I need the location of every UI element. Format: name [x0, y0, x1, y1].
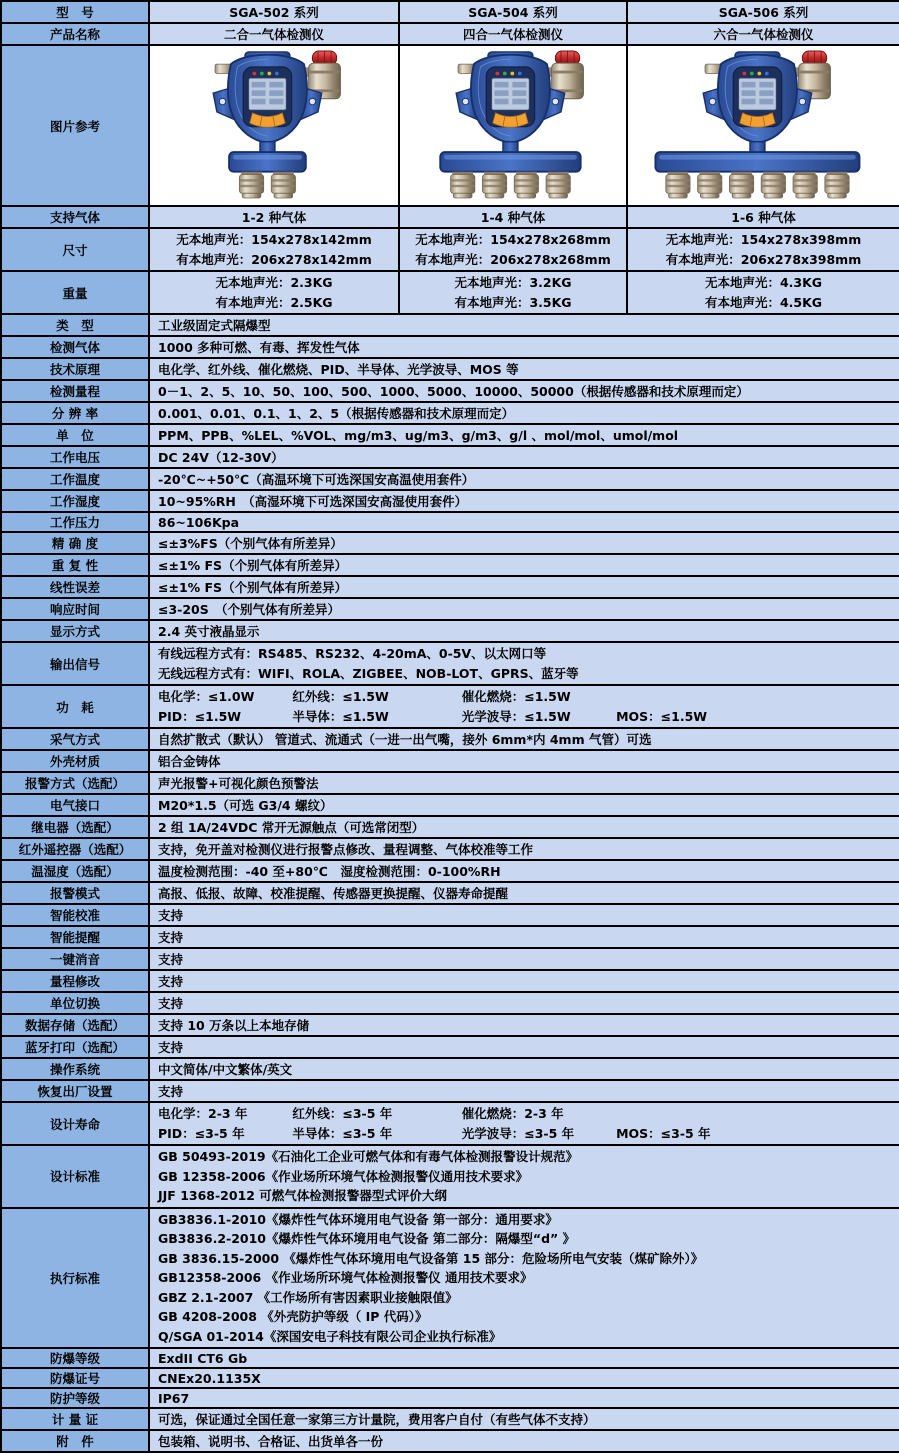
- image-cell-506: [627, 45, 899, 206]
- spec-label: 红外遥控器（选配）: [1, 838, 149, 860]
- spec-row-housing: [1, 750, 899, 772]
- spec-value: IP67: [149, 1388, 899, 1408]
- spec-value: 支持: [149, 904, 899, 926]
- spec-label: 设计寿命: [1, 1102, 149, 1145]
- spec-row-temp-humidity-opt: [1, 860, 899, 882]
- spec-row-storage: [1, 1014, 899, 1036]
- output-line-wireless: 无线远程方式有：WIFI、ROLA、ZIGBEE、NOB-LOT、GPRS、蓝牙等: [158, 665, 579, 681]
- spec-label: 智能校准: [1, 904, 149, 926]
- dimension-line: 无本地声光：154x278x142mm: [176, 232, 372, 247]
- product-image-sga-502: [157, 48, 391, 200]
- spec-row-display: [1, 620, 899, 642]
- spec-value: 支持: [149, 1080, 899, 1102]
- spec-label: 工作湿度: [1, 490, 149, 512]
- spec-label: 工作压力: [1, 512, 149, 532]
- spec-row-metering: [1, 1408, 899, 1430]
- spec-label: 显示方式: [1, 620, 149, 642]
- model-sga-504: SGA-504 系列: [399, 1, 627, 23]
- spec-row-range: [1, 380, 899, 402]
- weight-502: [149, 271, 399, 314]
- product-name-label: 产品名称: [1, 23, 149, 45]
- spec-value: 自然扩散式（默认） 管道式、流通式（一进一出气嘴，接外 6mm*内 4mm 气管）可选: [149, 728, 899, 750]
- spec-row-pressure: [1, 512, 899, 532]
- spec-label: 响应时间: [1, 598, 149, 620]
- spec-label: 单 位: [1, 424, 149, 446]
- spec-row-design-std: [1, 1145, 899, 1208]
- spec-row-gases: [1, 336, 899, 358]
- spec-label: 报警模式: [1, 882, 149, 904]
- spec-value: 支持: [149, 970, 899, 992]
- spec-value: 10~95%RH （高湿环境下可选深国安高湿使用套件）: [149, 490, 899, 512]
- spec-label: 外壳材质: [1, 750, 149, 772]
- dimension-line: 无本地声光：154x278x398mm: [665, 232, 862, 247]
- spec-label: 检测气体: [1, 336, 149, 358]
- spec-label: 电气接口: [1, 794, 149, 816]
- spec-value: ≤3-20S （个别气体有所差异）: [149, 598, 899, 620]
- power-seg: 催化燃烧：≤1.5W: [461, 689, 571, 704]
- supported-gas-504: 1-4 种气体: [399, 206, 627, 228]
- spec-value: 支持 10 万条以上本地存储: [149, 1014, 899, 1036]
- spec-value: 2.4 英寸液晶显示: [149, 620, 899, 642]
- weight-504: [399, 271, 627, 314]
- standard-line: GB 4208-2008 《外壳防护等级（ IP 代码）》: [158, 1309, 428, 1324]
- product-name-502: 二合一气体检测仪: [149, 23, 399, 45]
- weight-506: [627, 271, 899, 314]
- spec-row-accuracy: [1, 532, 899, 554]
- spec-row-output: [1, 642, 899, 685]
- standard-line: GB12358-2006 《作业场所环境气体检测报警仪 通用技术要求》: [158, 1270, 533, 1285]
- model-sga-502: SGA-502 系列: [149, 1, 399, 23]
- spec-row-unit-switch: [1, 992, 899, 1014]
- output-line-wired: 有线远程方式有：RS485、RS232、4-20mA、0-5V、以太网口等: [158, 646, 547, 661]
- spec-value: 支持，免开盖对检测仪进行报警点修改、量程调整、气体校准等工作: [149, 838, 899, 860]
- spec-value: 0.001、0.01、0.1、1、2、5（根据传感器和技术原理而定）: [149, 402, 899, 424]
- lifespan-seg: 催化燃烧：2-3 年: [461, 1106, 564, 1121]
- spec-value: 2 组 1A/24VDC 常开无源触点（可选常闭型）: [149, 816, 899, 838]
- spec-row-exp-cert: [1, 1368, 899, 1388]
- spec-value: 86~106Kpa: [149, 512, 899, 532]
- spec-label: 功 耗: [1, 685, 149, 728]
- model-label: 型 号: [1, 1, 149, 23]
- product-name-506: 六合一气体检测仪: [627, 23, 899, 45]
- standard-line: GB 3836.15-2000 《爆炸性气体环境用电气设备第 15 部分：危险场所电气安装（煤矿除外）》: [158, 1250, 704, 1266]
- spec-row-lifespan: [1, 1102, 899, 1145]
- supported-gas-label: 支持气体: [1, 206, 149, 228]
- image-cell-504: [399, 45, 627, 206]
- standard-line: Q/SGA 01-2014《深国安电子科技有限公司企业执行标准》: [158, 1328, 502, 1344]
- image-label: 图片参考: [1, 45, 149, 206]
- supported-gas-row: [1, 206, 899, 228]
- spec-value: [149, 1208, 899, 1349]
- spec-label: 计 量 证: [1, 1408, 149, 1430]
- spec-label: 一键消音: [1, 948, 149, 970]
- spec-value: ExdII CT6 Gb: [149, 1348, 899, 1368]
- power-seg: MOS：≤1.5W: [616, 708, 708, 724]
- spec-value: [149, 685, 899, 728]
- spec-label: 执行标准: [1, 1208, 149, 1349]
- spec-label: 智能提醒: [1, 926, 149, 948]
- spec-value: 0－1、2、5、10、50、100、500、1000、5000、10000、50000（根据传感器和技术原理而定）: [149, 380, 899, 402]
- power-seg: 半导体：≤1.5W: [292, 708, 389, 724]
- dimensions-502: [149, 228, 399, 271]
- spec-value: [149, 1102, 899, 1145]
- spec-label: 线性误差: [1, 576, 149, 598]
- product-image-sga-504: [400, 48, 627, 200]
- dimension-line: 有本地声光：206x278x142mm: [176, 251, 372, 267]
- spec-label: 工作电压: [1, 446, 149, 468]
- dimensions-504: [399, 228, 627, 271]
- product-name-row: [1, 23, 899, 45]
- power-seg: 红外线：≤1.5W: [292, 689, 389, 704]
- spec-value: PPM、PPB、%LEL、%VOL、mg/m3、ug/m3、g/m3、g/l 、mol/mol、umol/mol: [149, 424, 899, 446]
- spec-row-linearity: [1, 576, 899, 598]
- spec-row-accessories: [1, 1430, 899, 1452]
- weight-row: [1, 271, 899, 314]
- image-row: [1, 45, 899, 206]
- power-seg: 电化学：≤1.0W: [158, 689, 255, 704]
- spec-value: ≤±1% FS（个别气体有所差异）: [149, 576, 899, 598]
- lifespan-seg: MOS：≤3-5 年: [616, 1125, 711, 1141]
- spec-label: 报警方式（选配）: [1, 772, 149, 794]
- spec-row-os: [1, 1058, 899, 1080]
- spec-label: 工作温度: [1, 468, 149, 490]
- spec-row-smart-cal: [1, 904, 899, 926]
- spec-value: [149, 1145, 899, 1208]
- spec-value: DC 24V（12-30V）: [149, 446, 899, 468]
- spec-value: 支持: [149, 1036, 899, 1058]
- dimensions-row: [1, 228, 899, 271]
- spec-label: 设计标准: [1, 1145, 149, 1208]
- spec-label: 恢复出厂设置: [1, 1080, 149, 1102]
- power-seg: 光学波导：≤1.5W: [461, 708, 571, 724]
- spec-label: 蓝牙打印（选配）: [1, 1036, 149, 1058]
- spec-row-relay: [1, 816, 899, 838]
- image-cell-502: [149, 45, 399, 206]
- spec-row-exp-class: [1, 1348, 899, 1368]
- standard-line: GB 50493-2019《石油化工企业可燃气体和有毒气体检测报警设计规范》: [158, 1149, 579, 1164]
- spec-label: 量程修改: [1, 970, 149, 992]
- standard-line: GB3836.1-2010《爆炸性气体环境用电气设备 第一部分：通用要求》: [158, 1211, 558, 1227]
- spec-row-range-modify: [1, 970, 899, 992]
- spec-row-electrical: [1, 794, 899, 816]
- spec-label: 精 确 度: [1, 532, 149, 554]
- spec-row-bt-print: [1, 1036, 899, 1058]
- standard-line: GB3836.2-2010《爆炸性气体环境用电气设备 第二部分：隔爆型“d” 》: [158, 1231, 576, 1246]
- dimensions-506: [627, 228, 899, 271]
- spec-value: 可选，保证通过全国任意一家第三方计量院，费用客户自付（有些气体不支持）: [149, 1408, 899, 1430]
- spec-value: 声光报警+可视化颜色预警法: [149, 772, 899, 794]
- spec-value: 支持: [149, 992, 899, 1014]
- dimension-line: 无本地声光：154x278x268mm: [415, 232, 611, 247]
- power-seg: PID：≤1.5W: [158, 708, 242, 724]
- spec-value: [149, 642, 899, 685]
- standard-line: JJF 1368-2012 可燃气体检测报警器型式评价大纲: [158, 1188, 447, 1203]
- spec-row-sampling: [1, 728, 899, 750]
- spec-value: -20℃~+50℃（高温环境下可选深国安高温使用套件）: [149, 468, 899, 490]
- spec-label: 输出信号: [1, 642, 149, 685]
- spec-row-type: [1, 314, 899, 336]
- spec-label: 防爆证号: [1, 1368, 149, 1388]
- lifespan-seg: 红外线：≤3-5 年: [292, 1106, 393, 1121]
- spec-value: 1000 多种可燃、有毒、挥发性气体: [149, 336, 899, 358]
- spec-row-voltage: [1, 446, 899, 468]
- lifespan-seg: 半导体：≤3-5 年: [292, 1125, 393, 1141]
- spec-label: 温湿度（选配）: [1, 860, 149, 882]
- spec-value: 铝合金铸体: [149, 750, 899, 772]
- spec-row-power: [1, 685, 899, 728]
- standard-line: GBZ 2.1-2007 《工作场所有害因素职业接触限值》: [158, 1289, 458, 1305]
- spec-label: 附 件: [1, 1430, 149, 1452]
- weight-label: 重量: [1, 271, 149, 314]
- dimensions-label: 尺寸: [1, 228, 149, 271]
- spec-value: 支持: [149, 948, 899, 970]
- spec-label: 分 辨 率: [1, 402, 149, 424]
- spec-row-humidity: [1, 490, 899, 512]
- spec-row-response: [1, 598, 899, 620]
- spec-row-resolution: [1, 402, 899, 424]
- spec-row-unit: [1, 424, 899, 446]
- spec-label: 防护等级: [1, 1388, 149, 1408]
- weight-line: 无本地声光：4.3KG: [704, 275, 823, 290]
- spec-value: 电化学、红外线、催化燃烧、PID、半导体、光学波导、MOS 等: [149, 358, 899, 380]
- spec-label: 类 型: [1, 314, 149, 336]
- spec-label: 单位切换: [1, 992, 149, 1014]
- spec-row-alarm-opt: [1, 772, 899, 794]
- spec-label: 防爆等级: [1, 1348, 149, 1368]
- spec-value: ≤±3%FS（个别气体有所差异）: [149, 532, 899, 554]
- model-row: [1, 1, 899, 23]
- product-image-sga-506: [647, 48, 881, 200]
- standard-line: GB 12358-2006《作业场所环境气体检测报警仪通用技术要求》: [158, 1168, 529, 1184]
- spec-value: M20*1.5（可选 G3/4 螺纹）: [149, 794, 899, 816]
- weight-line: 有本地声光：3.5KG: [454, 294, 572, 310]
- weight-line: 无本地声光：2.3KG: [215, 275, 333, 290]
- spec-label: 检测量程: [1, 380, 149, 402]
- supported-gas-502: 1-2 种气体: [149, 206, 399, 228]
- spec-value: 中文简体/中文繁体/英文: [149, 1058, 899, 1080]
- spec-value: 工业级固定式隔爆型: [149, 314, 899, 336]
- model-sga-506: SGA-506 系列: [627, 1, 899, 23]
- spec-value: CNEx20.1135X: [149, 1368, 899, 1388]
- spec-row-repeatability: [1, 554, 899, 576]
- dimension-line: 有本地声光：206x278x268mm: [415, 251, 611, 267]
- spec-row-smart-remind: [1, 926, 899, 948]
- spec-row-factory-reset: [1, 1080, 899, 1102]
- spec-label: 继电器（选配）: [1, 816, 149, 838]
- spec-label: 数据存储（选配）: [1, 1014, 149, 1036]
- weight-line: 无本地声光：3.2KG: [454, 275, 572, 290]
- lifespan-seg: 电化学：2-3 年: [158, 1106, 248, 1121]
- lifespan-seg: 光学波导：≤3-5 年: [461, 1125, 575, 1141]
- product-name-504: 四合一气体检测仪: [399, 23, 627, 45]
- spec-row-remote: [1, 838, 899, 860]
- spec-label: 技术原理: [1, 358, 149, 380]
- supported-gas-506: 1-6 种气体: [627, 206, 899, 228]
- spec-row-principle: [1, 358, 899, 380]
- spec-value: 支持: [149, 926, 899, 948]
- lifespan-seg: PID：≤3-5 年: [158, 1125, 245, 1141]
- spec-value: 高报、低报、故障、校准提醒、传感器更换提醒、仪器寿命提醒: [149, 882, 899, 904]
- weight-line: 有本地声光：4.5KG: [704, 294, 823, 310]
- spec-label: 重 复 性: [1, 554, 149, 576]
- spec-row-ip: [1, 1388, 899, 1408]
- spec-value: 包装箱、说明书、合格证、出货单各一份: [149, 1430, 899, 1452]
- spec-row-temperature: [1, 468, 899, 490]
- spec-row-alarm-modes: [1, 882, 899, 904]
- weight-line: 有本地声光：2.5KG: [215, 294, 333, 310]
- spec-row-mute: [1, 948, 899, 970]
- spec-label: 采气方式: [1, 728, 149, 750]
- spec-row-exec-std: [1, 1208, 899, 1349]
- spec-value: 温度检测范围：-40 至+80℃ 湿度检测范围：0-100%RH: [149, 860, 899, 882]
- spec-label: 操作系统: [1, 1058, 149, 1080]
- spec-value: ≤±1% FS（个别气体有所差异）: [149, 554, 899, 576]
- dimension-line: 有本地声光：206x278x398mm: [665, 251, 862, 267]
